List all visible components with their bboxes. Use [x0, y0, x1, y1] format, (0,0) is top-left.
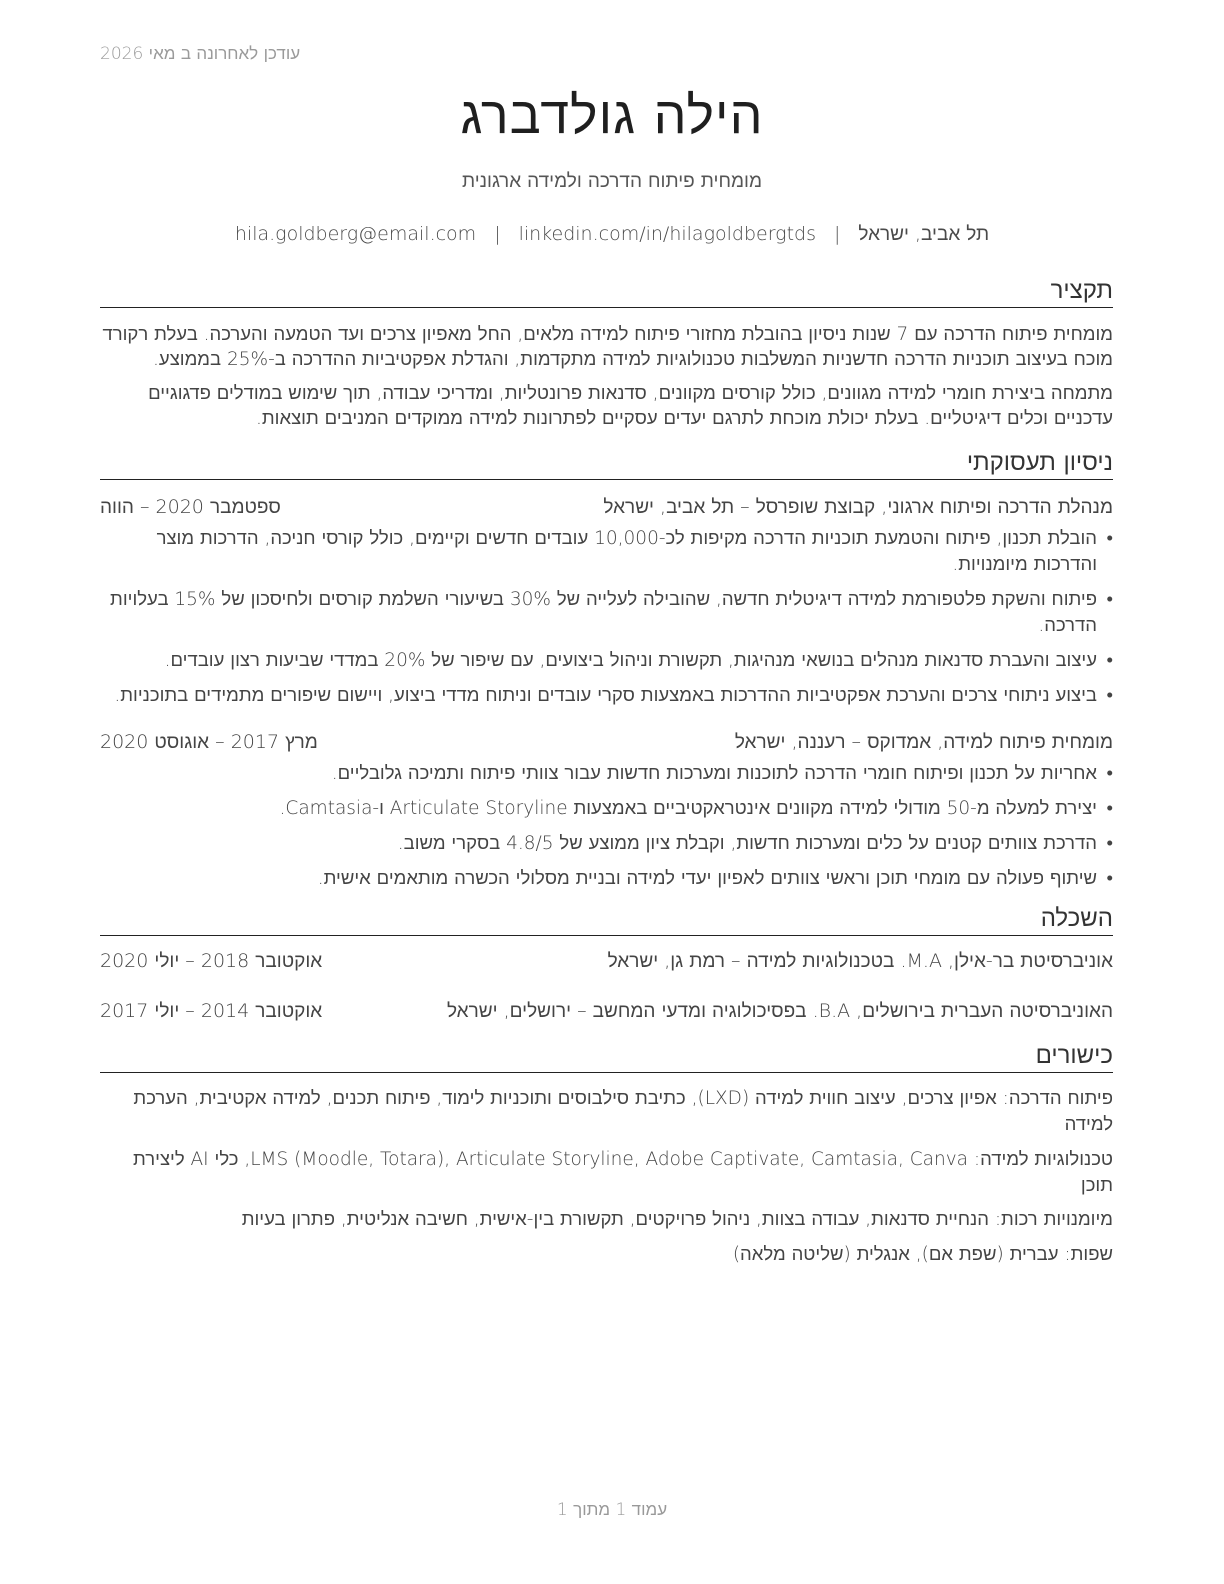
education-degree: אוניברסיטת בר-אילן, M.A. בטכנולוגיות למידה – רמת גן, ישראל — [607, 950, 1113, 972]
contact-line — [0, 223, 1224, 246]
job-header — [100, 729, 1113, 755]
education-item — [100, 998, 1113, 1024]
bullet-item: • אחריות על תכנון ופיתוח חומרי הדרכה לתוכנות ומערכות חדשות עבור צוותי פיתוח ותמיכה גלובליים. — [100, 761, 1097, 787]
bullet-item: • פיתוח והשקת פלטפורמת למידה דיגיטלית חדשה, שהובילה לעלייה של 30% בשיעורי השלמת קורסים ולחיסכון של 15% בעלויות הדרכה. — [100, 587, 1097, 639]
education-section — [100, 903, 1113, 1024]
location: תל אביב, ישראל — [858, 223, 990, 245]
job-bullets — [100, 761, 1113, 892]
job-role: מנהלת הדרכה ופיתוח ארגוני, קבוצת שופרסל – תל אביב, ישראל — [603, 496, 1113, 518]
section-title-skills: כישורים — [100, 1040, 1113, 1073]
separator: | — [494, 223, 501, 245]
education-dates: אוקטובר 2018 – יולי 2020 — [100, 950, 323, 972]
job-bullets — [100, 526, 1113, 709]
job-dates: ספטמבר 2020 – הווה — [100, 496, 281, 518]
section-title-education: השכלה — [100, 903, 1113, 936]
email-link[interactable]: hila.goldberg@email.com — [234, 223, 477, 245]
job-entry — [100, 494, 1113, 709]
job-dates: מרץ 2017 – אוגוסט 2020 — [100, 731, 318, 753]
education-degree: האוניברסיטה העברית בירושלים, B.A. בפסיכולוגיה ומדעי המחשב – ירושלים, ישראל — [446, 1000, 1113, 1022]
summary-section — [100, 275, 1113, 440]
bullet-item: • עיצוב והעברת סדנאות מנהלים בנושאי מנהיגות, תקשורת וניהול ביצועים, עם שיפור של 20% במדדי שביעות רצון עובדים. — [100, 648, 1097, 674]
candidate-name: הילה גולדברג — [460, 86, 764, 146]
job-header — [100, 494, 1113, 520]
candidate-title: מומחית פיתוח הדרכה ולמידה ארגונית — [461, 170, 763, 192]
bullet-item: • שיתוף פעולה עם מומחי תוכן וראשי צוותים לאפיון יעדי למידה ובניית מסלולי הכשרה מותאמים אישית. — [100, 866, 1097, 892]
job-role: מומחית פיתוח למידה, אמדוקס – רעננה, ישראל — [734, 731, 1113, 753]
skills-section — [100, 1040, 1113, 1276]
bullet-item: • יצירת למעלה מ-50 מודולי למידה מקוונים אינטראקטיביים באמצעות Articulate Storyline ו-Camtasia. — [100, 796, 1097, 822]
skills-list — [100, 1086, 1113, 1268]
page-number: עמוד 1 מתוך 1 — [556, 1500, 668, 1520]
job-entry — [100, 729, 1113, 892]
separator: | — [833, 223, 841, 245]
skill-line: פיתוח הדרכה: אפיון צרכים, עיצוב חווית למידה (LXD), כתיבת סילבוסים ותוכניות לימוד, פיתוח תכנים, למידה אקטיבית, הערכת למידה — [133, 1088, 1113, 1135]
linkedin-link[interactable]: linkedin.com/in/hilagoldbergtds — [518, 223, 816, 245]
bullet-item: • הובלת תכנון, פיתוח והטמעת תוכניות הדרכה מקיפות לכ-10,000 עובדים חדשים וקיימים, כולל קורסי חניכה, הדרכות מוצר והדרכות מיומנויות. — [100, 526, 1097, 578]
bullet-item: • הדרכת צוותים קטנים על כלים ומערכות חדשות, וקבלת ציון ממוצע של 4.8/5 בסקרי משוב. — [100, 831, 1097, 857]
summary-paragraph: מומחית פיתוח הדרכה עם 7 שנות ניסיון בהובלת מחזורי פיתוח למידה מלאים, החל מאפיון צרכים ועד הטמעה והערכה. בעלת רקורד מוכח בעיצוב תוכניות הדרכה חדשניות המשלבות טכנולוגיות למידה מתקדמות, והגדלת אפקטיביות ההדרכה ב-25% בממוצע. — [102, 324, 1113, 370]
summary-paragraph: מתמחה ביצירת חומרי למידה מגוונים, כולל קורסים מקוונים, סדנאות פרונטליות, ומדריכי עבודה, תוך שימוש במודלים פדגוגיים עדכניים וכלים דיגיטליים. בעלת יכולת מוכחת לתרגם יעדים עסקיים לפתרונות למידה ממוקדים המניבים תוצאות. — [148, 383, 1113, 429]
education-item — [100, 948, 1113, 974]
section-title-summary: תקציר — [100, 275, 1113, 308]
education-dates: אוקטובר 2014 – יולי 2017 — [100, 1000, 323, 1022]
experience-section — [100, 447, 1113, 901]
skill-line: טכנולוגיות למידה: LMS (Moodle, Totara), Articulate Storyline, Adobe Captivate, Camtasia, Canva, כלי AI ליצירת תוכן — [133, 1148, 1113, 1196]
skill-line: שפות: עברית (שפת אם), אנגלית (שליטה מלאה) — [732, 1243, 1113, 1265]
last-updated: עודכן לאחרונה ב מאי 2026 — [100, 44, 301, 64]
section-title-experience: ניסיון תעסוקתי — [100, 447, 1113, 480]
skill-line: מיומנויות רכות: הנחיית סדנאות, עבודה בצוות, ניהול פרויקטים, תקשורת בין-אישית, חשיבה אנליטית, פתרון בעיות — [241, 1209, 1113, 1230]
bullet-item: • ביצוע ניתוחי צרכים והערכת אפקטיביות ההדרכות באמצעות סקרי עובדים וניתוח מדדי ביצוע, ויישום שיפורים מתמידים בתוכניות. — [100, 683, 1097, 709]
